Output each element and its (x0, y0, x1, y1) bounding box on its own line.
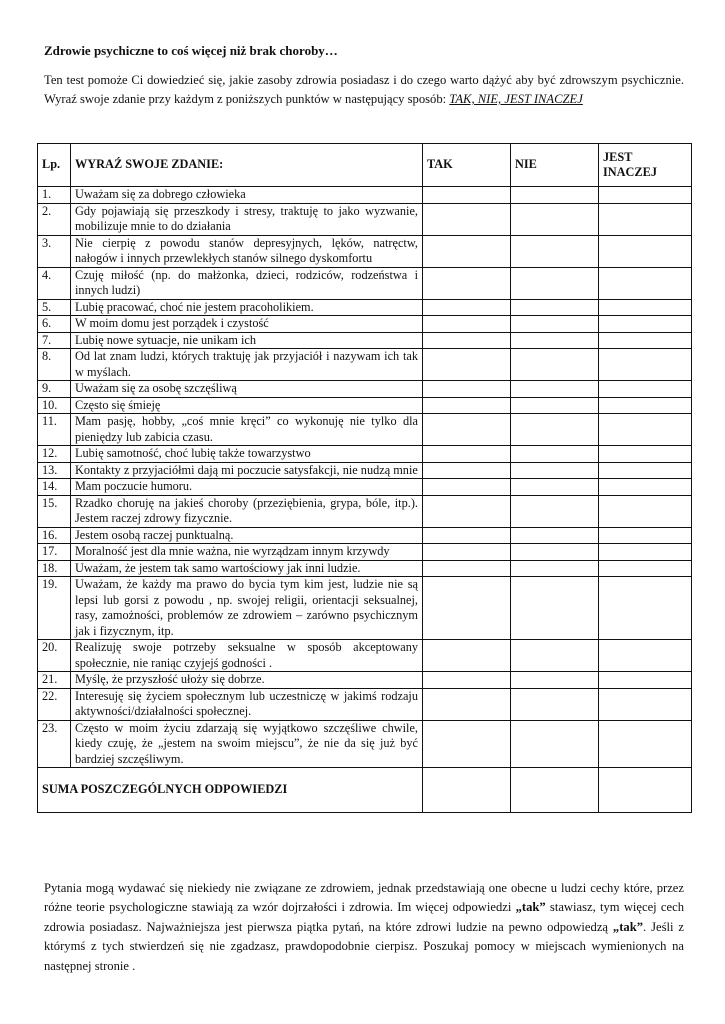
answer-nie-cell[interactable] (511, 560, 599, 577)
answer-nie-cell[interactable] (511, 577, 599, 640)
answer-nie-cell[interactable] (511, 640, 599, 672)
sum-label: SUMA POSZCZEGÓLNYCH ODPOWIEDZI (38, 768, 423, 813)
row-number: 6. (38, 316, 71, 333)
table-row (38, 299, 692, 316)
answer-nie-cell[interactable] (511, 414, 599, 446)
row-statement: Uważam, że jestem tak samo wartościowy jak inni ludzie. (71, 560, 423, 577)
answer-inaczej-cell[interactable] (599, 544, 692, 561)
table-row (38, 349, 692, 381)
answer-tak-cell[interactable] (423, 235, 511, 267)
row-number: 5. (38, 299, 71, 316)
row-number: 4. (38, 267, 71, 299)
answer-inaczej-cell[interactable] (599, 235, 692, 267)
outro-text-1: Pytania mogą wydawać się niekiedy nie związane ze zdrowiem, jednak przedstawiają one obecne u ludzi cechy które, przez różne teorie psychologiczne stawiają za wzór dojrzałości i zdrowia. Im więcej odpowiedzi (44, 881, 684, 915)
answer-tak-cell[interactable] (423, 349, 511, 381)
row-statement: Lubię samotność, choć lubię także towarzystwo (71, 446, 423, 463)
answer-tak-cell[interactable] (423, 381, 511, 398)
answer-nie-cell[interactable] (511, 720, 599, 768)
table-row (38, 316, 692, 333)
answer-nie-cell[interactable] (511, 479, 599, 496)
row-statement: Moralność jest dla mnie ważna, nie wyrządzam innym krzywdy (71, 544, 423, 561)
table-row (38, 414, 692, 446)
table-row (38, 397, 692, 414)
answer-tak-cell[interactable] (423, 446, 511, 463)
row-number: 13. (38, 462, 71, 479)
row-number: 10. (38, 397, 71, 414)
row-number: 22. (38, 688, 71, 720)
row-statement: Realizuję swoje potrzeby seksualne w sposób akceptowany społecznie, nie raniąc czyjejś godności . (71, 640, 423, 672)
outro-text-2: stawiasz, tym więcej cech zdrowia posiadasz. Najważniejsza jest pierwsza piątka pytań, na które zdrowi ludzie na pewno odpowiedzą (44, 900, 684, 934)
table-row (38, 527, 692, 544)
row-statement: Czuję miłość (np. do małżonka, dzieci, rodziców, rodzeństwa i innych ludzi) (71, 267, 423, 299)
row-number: 11. (38, 414, 71, 446)
row-statement: Myślę, że przyszłość ułoży się dobrze. (71, 672, 423, 689)
row-number: 12. (38, 446, 71, 463)
answer-tak-cell[interactable] (423, 560, 511, 577)
row-number: 15. (38, 495, 71, 527)
table-row (38, 640, 692, 672)
table-row (38, 495, 692, 527)
answer-inaczej-cell[interactable] (599, 316, 692, 333)
table-row (38, 381, 692, 398)
table-row (38, 267, 692, 299)
answer-options: TAK, NIE, JEST INACZEJ (449, 92, 583, 106)
intro-text: Ten test pomoże Ci dowiedzieć się, jakie zasoby zdrowia posiadasz i do czego warto dążyć aby być zdrowszym psychicznie. Wyraź swoje zdanie przy każdym z poniższych punktów w następujący sposób: (44, 73, 684, 106)
row-number: 8. (38, 349, 71, 381)
outro-tak-1: „tak” (515, 900, 546, 915)
row-statement: Mam pasję, hobby, „coś mnie kręci” co wykonuję nie tylko dla pieniędzy lub zabicia czasu. (71, 414, 423, 446)
row-statement: Uważam, że każdy ma prawo do bycia tym kim jest, ludzie nie są lepsi lub gorsi z powodu , np. swojej religii, orientacji seksualnej, rasy, zamożności, problemów ze zdrowiem – zarówno psychicznym jak i fizycznym, itp. (71, 577, 423, 640)
answer-inaczej-cell[interactable] (599, 479, 692, 496)
row-statement: Lubię pracować, choć nie jestem pracoholikiem. (71, 299, 423, 316)
answer-inaczej-cell[interactable] (599, 446, 692, 463)
answer-inaczej-cell[interactable] (599, 462, 692, 479)
answer-tak-cell[interactable] (423, 672, 511, 689)
answer-inaczej-cell[interactable] (599, 560, 692, 577)
survey-body (38, 187, 692, 768)
row-statement: Uważam się za osobę szczęśliwą (71, 381, 423, 398)
answer-inaczej-cell[interactable] (599, 332, 692, 349)
row-number: 14. (38, 479, 71, 496)
row-statement: Od lat znam ludzi, których traktuję jak przyjaciół i nazywam ich tak w myślach. (71, 349, 423, 381)
answer-tak-cell[interactable] (423, 527, 511, 544)
row-statement: Interesuję się życiem społecznym lub uczestniczę w jakimś rodzaju aktywności/działalności społecznej. (71, 688, 423, 720)
table-row (38, 203, 692, 235)
answer-nie-cell[interactable] (511, 462, 599, 479)
table-row (38, 332, 692, 349)
row-number: 17. (38, 544, 71, 561)
answer-tak-cell[interactable] (423, 187, 511, 204)
sum-tak-cell[interactable] (423, 768, 511, 813)
answer-tak-cell[interactable] (423, 688, 511, 720)
answer-inaczej-cell[interactable] (599, 688, 692, 720)
answer-inaczej-cell[interactable] (599, 203, 692, 235)
outro-paragraph (44, 879, 684, 976)
answer-nie-cell[interactable] (511, 187, 599, 204)
header-lp: Lp. (38, 144, 71, 187)
answer-nie-cell[interactable] (511, 688, 599, 720)
table-row (38, 235, 692, 267)
header-tak: TAK (423, 144, 511, 187)
table-row (38, 446, 692, 463)
table-row (38, 479, 692, 496)
table-row (38, 462, 692, 479)
header-row (38, 144, 692, 187)
answer-tak-cell[interactable] (423, 495, 511, 527)
answer-nie-cell[interactable] (511, 672, 599, 689)
answer-tak-cell[interactable] (423, 479, 511, 496)
answer-inaczej-cell[interactable] (599, 495, 692, 527)
sum-inaczej-cell[interactable] (599, 768, 692, 813)
answer-tak-cell[interactable] (423, 544, 511, 561)
answer-nie-cell[interactable] (511, 527, 599, 544)
answer-tak-cell[interactable] (423, 203, 511, 235)
answer-tak-cell[interactable] (423, 414, 511, 446)
document-title: Zdrowie psychiczne to coś więcej niż brak choroby… (44, 43, 338, 58)
row-number: 20. (38, 640, 71, 672)
answer-inaczej-cell[interactable] (599, 381, 692, 398)
table-row (38, 672, 692, 689)
row-statement: Gdy pojawiają się przeszkody i stresy, traktuję to jako wyzwanie, mobilizuje mnie to do działania (71, 203, 423, 235)
answer-inaczej-cell[interactable] (599, 299, 692, 316)
answer-inaczej-cell[interactable] (599, 414, 692, 446)
table-row (38, 544, 692, 561)
answer-tak-cell[interactable] (423, 720, 511, 768)
table-row (38, 187, 692, 204)
row-number: 2. (38, 203, 71, 235)
row-number: 3. (38, 235, 71, 267)
answer-tak-cell[interactable] (423, 462, 511, 479)
answer-tak-cell[interactable] (423, 640, 511, 672)
answer-nie-cell[interactable] (511, 397, 599, 414)
answer-nie-cell[interactable] (511, 267, 599, 299)
row-statement: Kontakty z przyjaciółmi dają mi poczucie satysfakcji, nie nudzą mnie (71, 462, 423, 479)
answer-tak-cell[interactable] (423, 299, 511, 316)
row-statement: Jestem osobą raczej punktualną. (71, 527, 423, 544)
row-number: 1. (38, 187, 71, 204)
row-statement: Nie cierpię z powodu stanów depresyjnych, lęków, natręctw, nałogów i innych przewlekłych stanów silnego dyskomfortu (71, 235, 423, 267)
row-statement: Uważam się za dobrego człowieka (71, 187, 423, 204)
outro-tak-2: „tak” (612, 919, 644, 934)
answer-nie-cell[interactable] (511, 332, 599, 349)
answer-tak-cell[interactable] (423, 332, 511, 349)
row-statement: Często w moim życiu zdarzają się wyjątkowo szczęśliwe chwile, kiedy czuję, że „jestem na swoim miejscu”, że nie da się już być bardziej szczęśliwym. (71, 720, 423, 768)
answer-tak-cell[interactable] (423, 577, 511, 640)
row-statement: Często się śmieję (71, 397, 423, 414)
table-row (38, 577, 692, 640)
sum-row (38, 768, 692, 813)
row-statement: W moim domu jest porządek i czystość (71, 316, 423, 333)
answer-tak-cell[interactable] (423, 397, 511, 414)
header-statement: WYRAŹ SWOJE ZDANIE: (71, 144, 423, 187)
answer-inaczej-cell[interactable] (599, 577, 692, 640)
answer-nie-cell[interactable] (511, 349, 599, 381)
answer-inaczej-cell[interactable] (599, 267, 692, 299)
row-number: 19. (38, 577, 71, 640)
answer-nie-cell[interactable] (511, 544, 599, 561)
survey-table (37, 143, 692, 813)
table-row (38, 688, 692, 720)
answer-inaczej-cell[interactable] (599, 187, 692, 204)
answer-nie-cell[interactable] (511, 235, 599, 267)
table-row (38, 560, 692, 577)
row-number: 9. (38, 381, 71, 398)
answer-inaczej-cell[interactable] (599, 640, 692, 672)
answer-inaczej-cell[interactable] (599, 397, 692, 414)
answer-inaczej-cell[interactable] (599, 349, 692, 381)
outro-text-3: . Jeśli z którymś z tych stwierdzeń się nie zgadzasz, prawdopodobnie cierpisz. Poszukaj pomocy w miejscach wymienionych na następnej stronie . (44, 919, 684, 973)
answer-nie-cell[interactable] (511, 495, 599, 527)
intro-paragraph (44, 71, 684, 109)
header-jest-inaczej: JEST INACZEJ (599, 144, 692, 187)
row-statement: Mam poczucie humoru. (71, 479, 423, 496)
header-nie: NIE (511, 144, 599, 187)
table-row (38, 720, 692, 768)
answer-nie-cell[interactable] (511, 446, 599, 463)
answer-nie-cell[interactable] (511, 203, 599, 235)
answer-nie-cell[interactable] (511, 316, 599, 333)
row-number: 21. (38, 672, 71, 689)
sum-nie-cell[interactable] (511, 768, 599, 813)
row-number: 18. (38, 560, 71, 577)
answer-nie-cell[interactable] (511, 299, 599, 316)
answer-inaczej-cell[interactable] (599, 672, 692, 689)
row-statement: Rzadko choruję na jakieś choroby (przeziębienia, grypa, bóle, itp.). Jestem raczej zdrowy fizycznie. (71, 495, 423, 527)
row-number: 16. (38, 527, 71, 544)
answer-tak-cell[interactable] (423, 267, 511, 299)
row-number: 23. (38, 720, 71, 768)
answer-inaczej-cell[interactable] (599, 527, 692, 544)
answer-nie-cell[interactable] (511, 381, 599, 398)
answer-tak-cell[interactable] (423, 316, 511, 333)
row-statement: Lubię nowe sytuacje, nie unikam ich (71, 332, 423, 349)
answer-inaczej-cell[interactable] (599, 720, 692, 768)
row-number: 7. (38, 332, 71, 349)
